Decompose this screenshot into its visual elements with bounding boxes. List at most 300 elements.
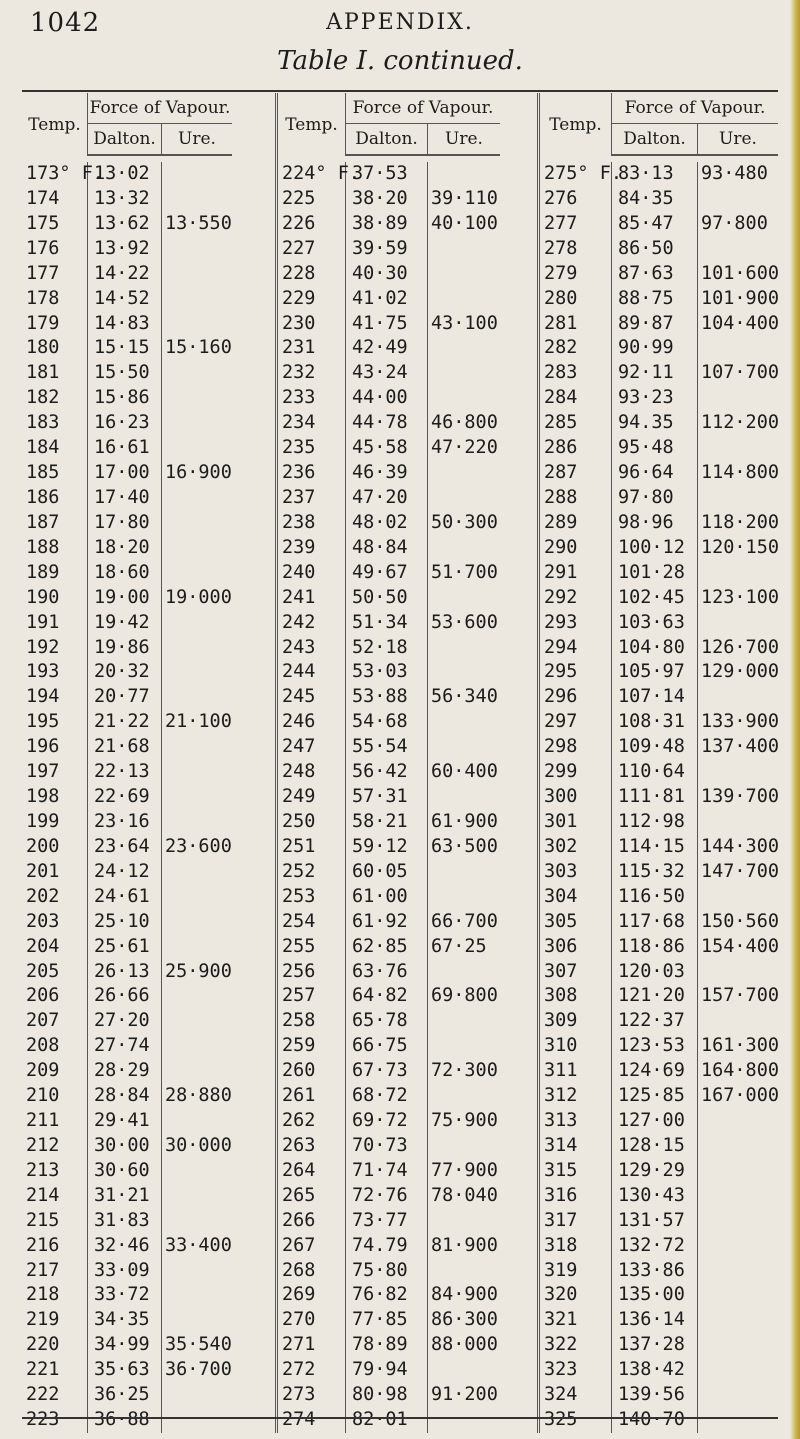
cell-ure — [698, 1209, 778, 1234]
cell-dalton: 48·84 — [346, 536, 428, 561]
cell-temp: 181 — [22, 361, 88, 386]
cell-ure — [698, 611, 778, 636]
cell-dalton: 135·00 — [612, 1283, 698, 1308]
cell-dalton: 139·56 — [612, 1383, 698, 1408]
cell-dalton: 121·20 — [612, 984, 698, 1009]
header-temp: Temp. — [278, 93, 346, 156]
cell-dalton: 65·78 — [346, 1009, 428, 1034]
cell-dalton: 16·23 — [88, 411, 162, 436]
cell-dalton: 49·67 — [346, 561, 428, 586]
cell-dalton: 31·83 — [88, 1209, 162, 1234]
cell-dalton: 61·00 — [346, 885, 428, 910]
cell-temp: 231 — [278, 336, 346, 361]
page-number: 1042 — [30, 8, 101, 38]
cell-ure: 36·700 — [165, 1359, 232, 1381]
cell-temp: 280 — [540, 287, 612, 312]
cell-temp: 217 — [22, 1259, 88, 1284]
cell-ure — [428, 960, 500, 985]
cell-dalton: 98·96 — [612, 511, 698, 536]
cell-dalton: 128·15 — [612, 1134, 698, 1159]
cell-dalton: 37·53 — [346, 162, 428, 187]
cell-dalton: 70·73 — [346, 1134, 428, 1159]
cell-temp: 307 — [540, 960, 612, 985]
cell-temp: 178 — [22, 287, 88, 312]
cell-ure — [698, 436, 778, 461]
cell-ure — [698, 187, 778, 212]
cell-temp: 323 — [540, 1358, 612, 1383]
cell-dalton: 87·63 — [612, 262, 698, 287]
cell-temp: 243 — [278, 636, 346, 661]
cell-temp: 281 — [540, 312, 612, 337]
cell-temp: 192 — [22, 636, 88, 661]
cell-temp: 252 — [278, 860, 346, 885]
cell-temp: 198 — [22, 785, 88, 810]
cell-ure — [698, 1383, 778, 1408]
cell-dalton: 14·22 — [88, 262, 162, 287]
cell-ure: 35·540 — [165, 1334, 232, 1356]
cell-ure: 150·560 — [701, 910, 779, 932]
cell-dalton: 21·22 — [88, 710, 162, 735]
cell-ure — [698, 1009, 778, 1034]
cell-ure — [162, 287, 232, 312]
cell-temp: 183 — [22, 411, 88, 436]
cell-ure — [162, 1059, 232, 1084]
cell-dalton: 103·63 — [612, 611, 698, 636]
cell-dalton: 76·82 — [346, 1283, 428, 1308]
cell-ure — [162, 162, 232, 187]
cell-ure — [698, 760, 778, 785]
cell-temp: 226 — [278, 212, 346, 237]
cell-dalton: 125·85 — [612, 1084, 698, 1109]
cell-ure: 120·150 — [701, 536, 779, 558]
cell-temp: 200 — [22, 835, 88, 860]
cell-ure: 129·000 — [701, 661, 779, 683]
cell-ure — [698, 1159, 778, 1184]
cell-dalton: 80·98 — [346, 1383, 428, 1408]
cell-ure — [428, 1009, 500, 1034]
cell-temp: 299 — [540, 760, 612, 785]
cell-ure: 21·100 — [165, 711, 232, 733]
cell-dalton: 123·53 — [612, 1034, 698, 1059]
cell-dalton: 13·62 — [88, 212, 162, 237]
cell-temp: 262 — [278, 1109, 346, 1134]
cell-temp: 175 — [22, 212, 88, 237]
cell-ure: 112·200 — [701, 412, 779, 434]
cell-temp: 290 — [540, 536, 612, 561]
cell-temp: 272 — [278, 1358, 346, 1383]
header-dalton: Dalton. — [612, 124, 698, 156]
cell-temp: 190 — [22, 586, 88, 611]
cell-ure — [162, 511, 232, 536]
cell-dalton: 30·00 — [88, 1134, 162, 1159]
cell-ure — [162, 885, 232, 910]
cell-ure: 164·800 — [701, 1060, 779, 1082]
cell-ure: 88·000 — [431, 1334, 498, 1356]
cell-temp: 196 — [22, 735, 88, 760]
cell-dalton: 72·76 — [346, 1184, 428, 1209]
cell-ure: 147·700 — [701, 860, 779, 882]
cell-ure — [428, 860, 500, 885]
cell-ure: 66·700 — [431, 910, 498, 932]
cell-temp: 219 — [22, 1308, 88, 1333]
cell-ure: 154·400 — [701, 935, 779, 957]
cell-temp: 257 — [278, 984, 346, 1009]
cell-ure — [162, 1383, 232, 1408]
cell-dalton: 24·61 — [88, 885, 162, 910]
cell-temp: 319 — [540, 1259, 612, 1284]
cell-dalton: 53·03 — [346, 660, 428, 685]
cell-temp: 216 — [22, 1234, 88, 1259]
table-block-1 — [22, 93, 278, 1433]
cell-temp: 188 — [22, 536, 88, 561]
cell-temp: 284 — [540, 386, 612, 411]
cell-dalton: 85·47 — [612, 212, 698, 237]
cell-dalton: 84·35 — [612, 187, 698, 212]
cell-dalton: 68·72 — [346, 1084, 428, 1109]
cell-ure — [162, 760, 232, 785]
cell-dalton: 60·05 — [346, 860, 428, 885]
cell-ure: 77·900 — [431, 1159, 498, 1181]
cell-ure — [428, 1134, 500, 1159]
cell-ure — [428, 386, 500, 411]
cell-ure — [698, 1308, 778, 1333]
cell-temp: 228 — [278, 262, 346, 287]
cell-ure — [162, 1283, 232, 1308]
cell-ure — [162, 611, 232, 636]
cell-temp: 220 — [22, 1333, 88, 1358]
cell-ure — [162, 1159, 232, 1184]
cell-temp: 249 — [278, 785, 346, 810]
cell-dalton: 52·18 — [346, 636, 428, 661]
cell-ure: 19·000 — [165, 586, 232, 608]
cell-dalton: 14·52 — [88, 287, 162, 312]
cell-dalton: 51·34 — [346, 611, 428, 636]
cell-ure: 104·400 — [701, 312, 779, 334]
cell-dalton: 109·48 — [612, 735, 698, 760]
cell-ure — [428, 536, 500, 561]
cell-temp: 291 — [540, 561, 612, 586]
cell-temp: 208 — [22, 1034, 88, 1059]
cell-temp: 301 — [540, 810, 612, 835]
cell-temp: 193 — [22, 660, 88, 685]
cell-ure: 123·100 — [701, 586, 779, 608]
cell-temp: 271 — [278, 1333, 346, 1358]
cell-dalton: 27·20 — [88, 1009, 162, 1034]
bottom-rule — [22, 1417, 778, 1419]
cell-ure — [428, 336, 500, 361]
cell-dalton: 25·10 — [88, 910, 162, 935]
cell-ure — [698, 1358, 778, 1383]
cell-temp: 173° F. — [22, 162, 88, 187]
cell-dalton: 40·30 — [346, 262, 428, 287]
cell-temp: 321 — [540, 1308, 612, 1333]
cell-dalton: 23·64 — [88, 835, 162, 860]
cell-temp: 191 — [22, 611, 88, 636]
cell-ure: 139·700 — [701, 786, 779, 808]
cell-temp: 264 — [278, 1159, 346, 1184]
cell-temp: 174 — [22, 187, 88, 212]
cell-temp: 203 — [22, 910, 88, 935]
cell-temp: 324 — [540, 1383, 612, 1408]
cell-ure: 56·340 — [431, 686, 498, 708]
cell-temp: 309 — [540, 1009, 612, 1034]
cell-temp: 184 — [22, 436, 88, 461]
cell-temp: 289 — [540, 511, 612, 536]
cell-ure — [162, 984, 232, 1009]
cell-dalton: 69·72 — [346, 1109, 428, 1134]
cell-temp: 207 — [22, 1009, 88, 1034]
cell-ure — [428, 586, 500, 611]
page-edge — [790, 0, 800, 1439]
header-ure: Ure. — [698, 124, 778, 156]
cell-ure — [162, 1408, 232, 1433]
cell-ure — [698, 1259, 778, 1284]
cell-dalton: 41·02 — [346, 287, 428, 312]
cell-temp: 235 — [278, 436, 346, 461]
cell-temp: 322 — [540, 1333, 612, 1358]
cell-ure — [698, 1184, 778, 1209]
cell-ure — [698, 1333, 778, 1358]
cell-dalton: 35·63 — [88, 1358, 162, 1383]
cell-dalton: 19·42 — [88, 611, 162, 636]
cell-ure — [698, 237, 778, 262]
cell-dalton: 96·64 — [612, 461, 698, 486]
cell-ure — [428, 1034, 500, 1059]
cell-temp: 213 — [22, 1159, 88, 1184]
cell-ure — [162, 810, 232, 835]
cell-ure: 107·700 — [701, 362, 779, 384]
cell-ure: 137·400 — [701, 736, 779, 758]
cell-temp: 317 — [540, 1209, 612, 1234]
cell-ure — [428, 237, 500, 262]
running-head: APPENDIX. — [326, 10, 474, 35]
cell-dalton: 57·31 — [346, 785, 428, 810]
cell-temp: 227 — [278, 237, 346, 262]
cell-dalton: 36·25 — [88, 1383, 162, 1408]
cell-temp: 223 — [22, 1408, 88, 1433]
cell-temp: 306 — [540, 935, 612, 960]
cell-dalton: 63·76 — [346, 960, 428, 985]
cell-temp: 182 — [22, 386, 88, 411]
cell-ure: 33·400 — [165, 1234, 232, 1256]
cell-temp: 239 — [278, 536, 346, 561]
cell-dalton: 64·82 — [346, 984, 428, 1009]
cell-dalton: 61·92 — [346, 910, 428, 935]
cell-ure — [162, 386, 232, 411]
cell-dalton: 112·98 — [612, 810, 698, 835]
cell-dalton: 33·72 — [88, 1283, 162, 1308]
cell-temp: 177 — [22, 262, 88, 287]
cell-dalton: 33·09 — [88, 1259, 162, 1284]
cell-dalton: 38·89 — [346, 212, 428, 237]
cell-temp: 275° F. — [540, 162, 612, 187]
cell-ure — [162, 1209, 232, 1234]
cell-temp: 237 — [278, 486, 346, 511]
cell-temp: 199 — [22, 810, 88, 835]
cell-ure — [698, 1408, 778, 1433]
cell-dalton: 115·32 — [612, 860, 698, 885]
cell-ure — [162, 860, 232, 885]
cell-temp: 305 — [540, 910, 612, 935]
cell-ure: 51·700 — [431, 561, 498, 583]
cell-temp: 230 — [278, 312, 346, 337]
cell-ure: 144·300 — [701, 835, 779, 857]
cell-temp: 310 — [540, 1034, 612, 1059]
header-temp: Temp. — [540, 93, 612, 156]
cell-ure — [162, 536, 232, 561]
cell-dalton: 15·50 — [88, 361, 162, 386]
cell-temp: 295 — [540, 660, 612, 685]
cell-ure — [162, 1034, 232, 1059]
cell-dalton: 16·61 — [88, 436, 162, 461]
cell-temp: 209 — [22, 1059, 88, 1084]
cell-dalton: 133·86 — [612, 1259, 698, 1284]
top-rule — [22, 90, 778, 92]
cell-temp: 247 — [278, 735, 346, 760]
cell-temp: 179 — [22, 312, 88, 337]
cell-temp: 270 — [278, 1308, 346, 1333]
cell-dalton: 73·77 — [346, 1209, 428, 1234]
header-temp: Temp. — [22, 93, 88, 156]
cell-temp: 297 — [540, 710, 612, 735]
cell-ure — [698, 1234, 778, 1259]
cell-temp: 248 — [278, 760, 346, 785]
cell-dalton: 25·61 — [88, 935, 162, 960]
cell-dalton: 32·46 — [88, 1234, 162, 1259]
cell-ure — [162, 262, 232, 287]
cell-dalton: 77·85 — [346, 1308, 428, 1333]
cell-dalton: 30·60 — [88, 1159, 162, 1184]
cell-temp: 268 — [278, 1259, 346, 1284]
cell-ure — [428, 735, 500, 760]
cell-dalton: 39·59 — [346, 237, 428, 262]
cell-temp: 215 — [22, 1209, 88, 1234]
cell-temp: 304 — [540, 885, 612, 910]
cell-ure: 101·600 — [701, 262, 779, 284]
cell-dalton: 67·73 — [346, 1059, 428, 1084]
cell-dalton: 56·42 — [346, 760, 428, 785]
cell-ure: 43·100 — [431, 312, 498, 334]
cell-temp: 211 — [22, 1109, 88, 1134]
cell-dalton: 29·41 — [88, 1109, 162, 1134]
cell-dalton: 140·70 — [612, 1408, 698, 1433]
cell-ure — [162, 636, 232, 661]
cell-dalton: 26·13 — [88, 960, 162, 985]
cell-dalton: 17·80 — [88, 511, 162, 536]
cell-ure — [428, 1358, 500, 1383]
cell-ure: 133·900 — [701, 711, 779, 733]
cell-ure — [162, 187, 232, 212]
cell-temp: 255 — [278, 935, 346, 960]
cell-temp: 256 — [278, 960, 346, 985]
header-ure: Ure. — [428, 124, 500, 156]
cell-ure: 81·900 — [431, 1234, 498, 1256]
cell-ure — [162, 361, 232, 386]
cell-temp: 246 — [278, 710, 346, 735]
cell-ure: 13·550 — [165, 212, 232, 234]
cell-dalton: 120·03 — [612, 960, 698, 985]
cell-dalton: 74.79 — [346, 1234, 428, 1259]
cell-ure — [162, 436, 232, 461]
cell-temp: 318 — [540, 1234, 612, 1259]
cell-ure: 72·300 — [431, 1060, 498, 1082]
cell-dalton: 47·20 — [346, 486, 428, 511]
cell-ure — [428, 287, 500, 312]
cell-dalton: 79·94 — [346, 1358, 428, 1383]
cell-dalton: 97·80 — [612, 486, 698, 511]
cell-dalton: 110·64 — [612, 760, 698, 785]
cell-dalton: 20·32 — [88, 660, 162, 685]
cell-ure — [162, 561, 232, 586]
cell-dalton: 22·13 — [88, 760, 162, 785]
cell-dalton: 137·28 — [612, 1333, 698, 1358]
cell-dalton: 116·50 — [612, 885, 698, 910]
cell-dalton: 127·00 — [612, 1109, 698, 1134]
cell-ure: 15·160 — [165, 337, 232, 359]
cell-dalton: 41·75 — [346, 312, 428, 337]
cell-dalton: 108·31 — [612, 710, 698, 735]
cell-temp: 277 — [540, 212, 612, 237]
cell-ure: 114·800 — [701, 462, 779, 484]
cell-temp: 241 — [278, 586, 346, 611]
cell-temp: 274 — [278, 1408, 346, 1433]
header-ure: Ure. — [162, 124, 232, 156]
cell-ure: 75·900 — [431, 1110, 498, 1132]
cell-dalton: 83·13 — [612, 162, 698, 187]
cell-temp: 225 — [278, 187, 346, 212]
cell-temp: 240 — [278, 561, 346, 586]
cell-temp: 221 — [22, 1358, 88, 1383]
cell-ure — [162, 312, 232, 337]
cell-temp: 242 — [278, 611, 346, 636]
cell-dalton: 18·20 — [88, 536, 162, 561]
cell-temp: 195 — [22, 710, 88, 735]
cell-ure: 93·480 — [701, 163, 768, 184]
cell-dalton: 19·00 — [88, 586, 162, 611]
cell-ure — [428, 1259, 500, 1284]
cell-temp: 278 — [540, 237, 612, 262]
header-force-of-vapour: Force of Vapour. — [346, 93, 500, 124]
cell-temp: 254 — [278, 910, 346, 935]
cell-ure — [428, 636, 500, 661]
cell-ure: 126·700 — [701, 636, 779, 658]
cell-ure — [698, 1109, 778, 1134]
cell-temp: 214 — [22, 1184, 88, 1209]
table-block-2 — [278, 93, 540, 1433]
cell-dalton: 105·97 — [612, 660, 698, 685]
cell-ure — [428, 1209, 500, 1234]
cell-dalton: 104·80 — [612, 636, 698, 661]
cell-temp: 238 — [278, 511, 346, 536]
cell-dalton: 53·88 — [346, 685, 428, 710]
cell-temp: 263 — [278, 1134, 346, 1159]
cell-temp: 285 — [540, 411, 612, 436]
cell-temp: 316 — [540, 1184, 612, 1209]
cell-temp: 251 — [278, 835, 346, 860]
cell-temp: 234 — [278, 411, 346, 436]
cell-ure — [162, 411, 232, 436]
cell-ure: 60·400 — [431, 761, 498, 783]
cell-ure — [162, 910, 232, 935]
cell-ure: 23·600 — [165, 835, 232, 857]
cell-dalton: 101·28 — [612, 561, 698, 586]
cell-temp: 205 — [22, 960, 88, 985]
cell-temp: 210 — [22, 1084, 88, 1109]
cell-temp: 258 — [278, 1009, 346, 1034]
cell-temp: 267 — [278, 1234, 346, 1259]
cell-ure: 61·900 — [431, 810, 498, 832]
cell-temp: 202 — [22, 885, 88, 910]
